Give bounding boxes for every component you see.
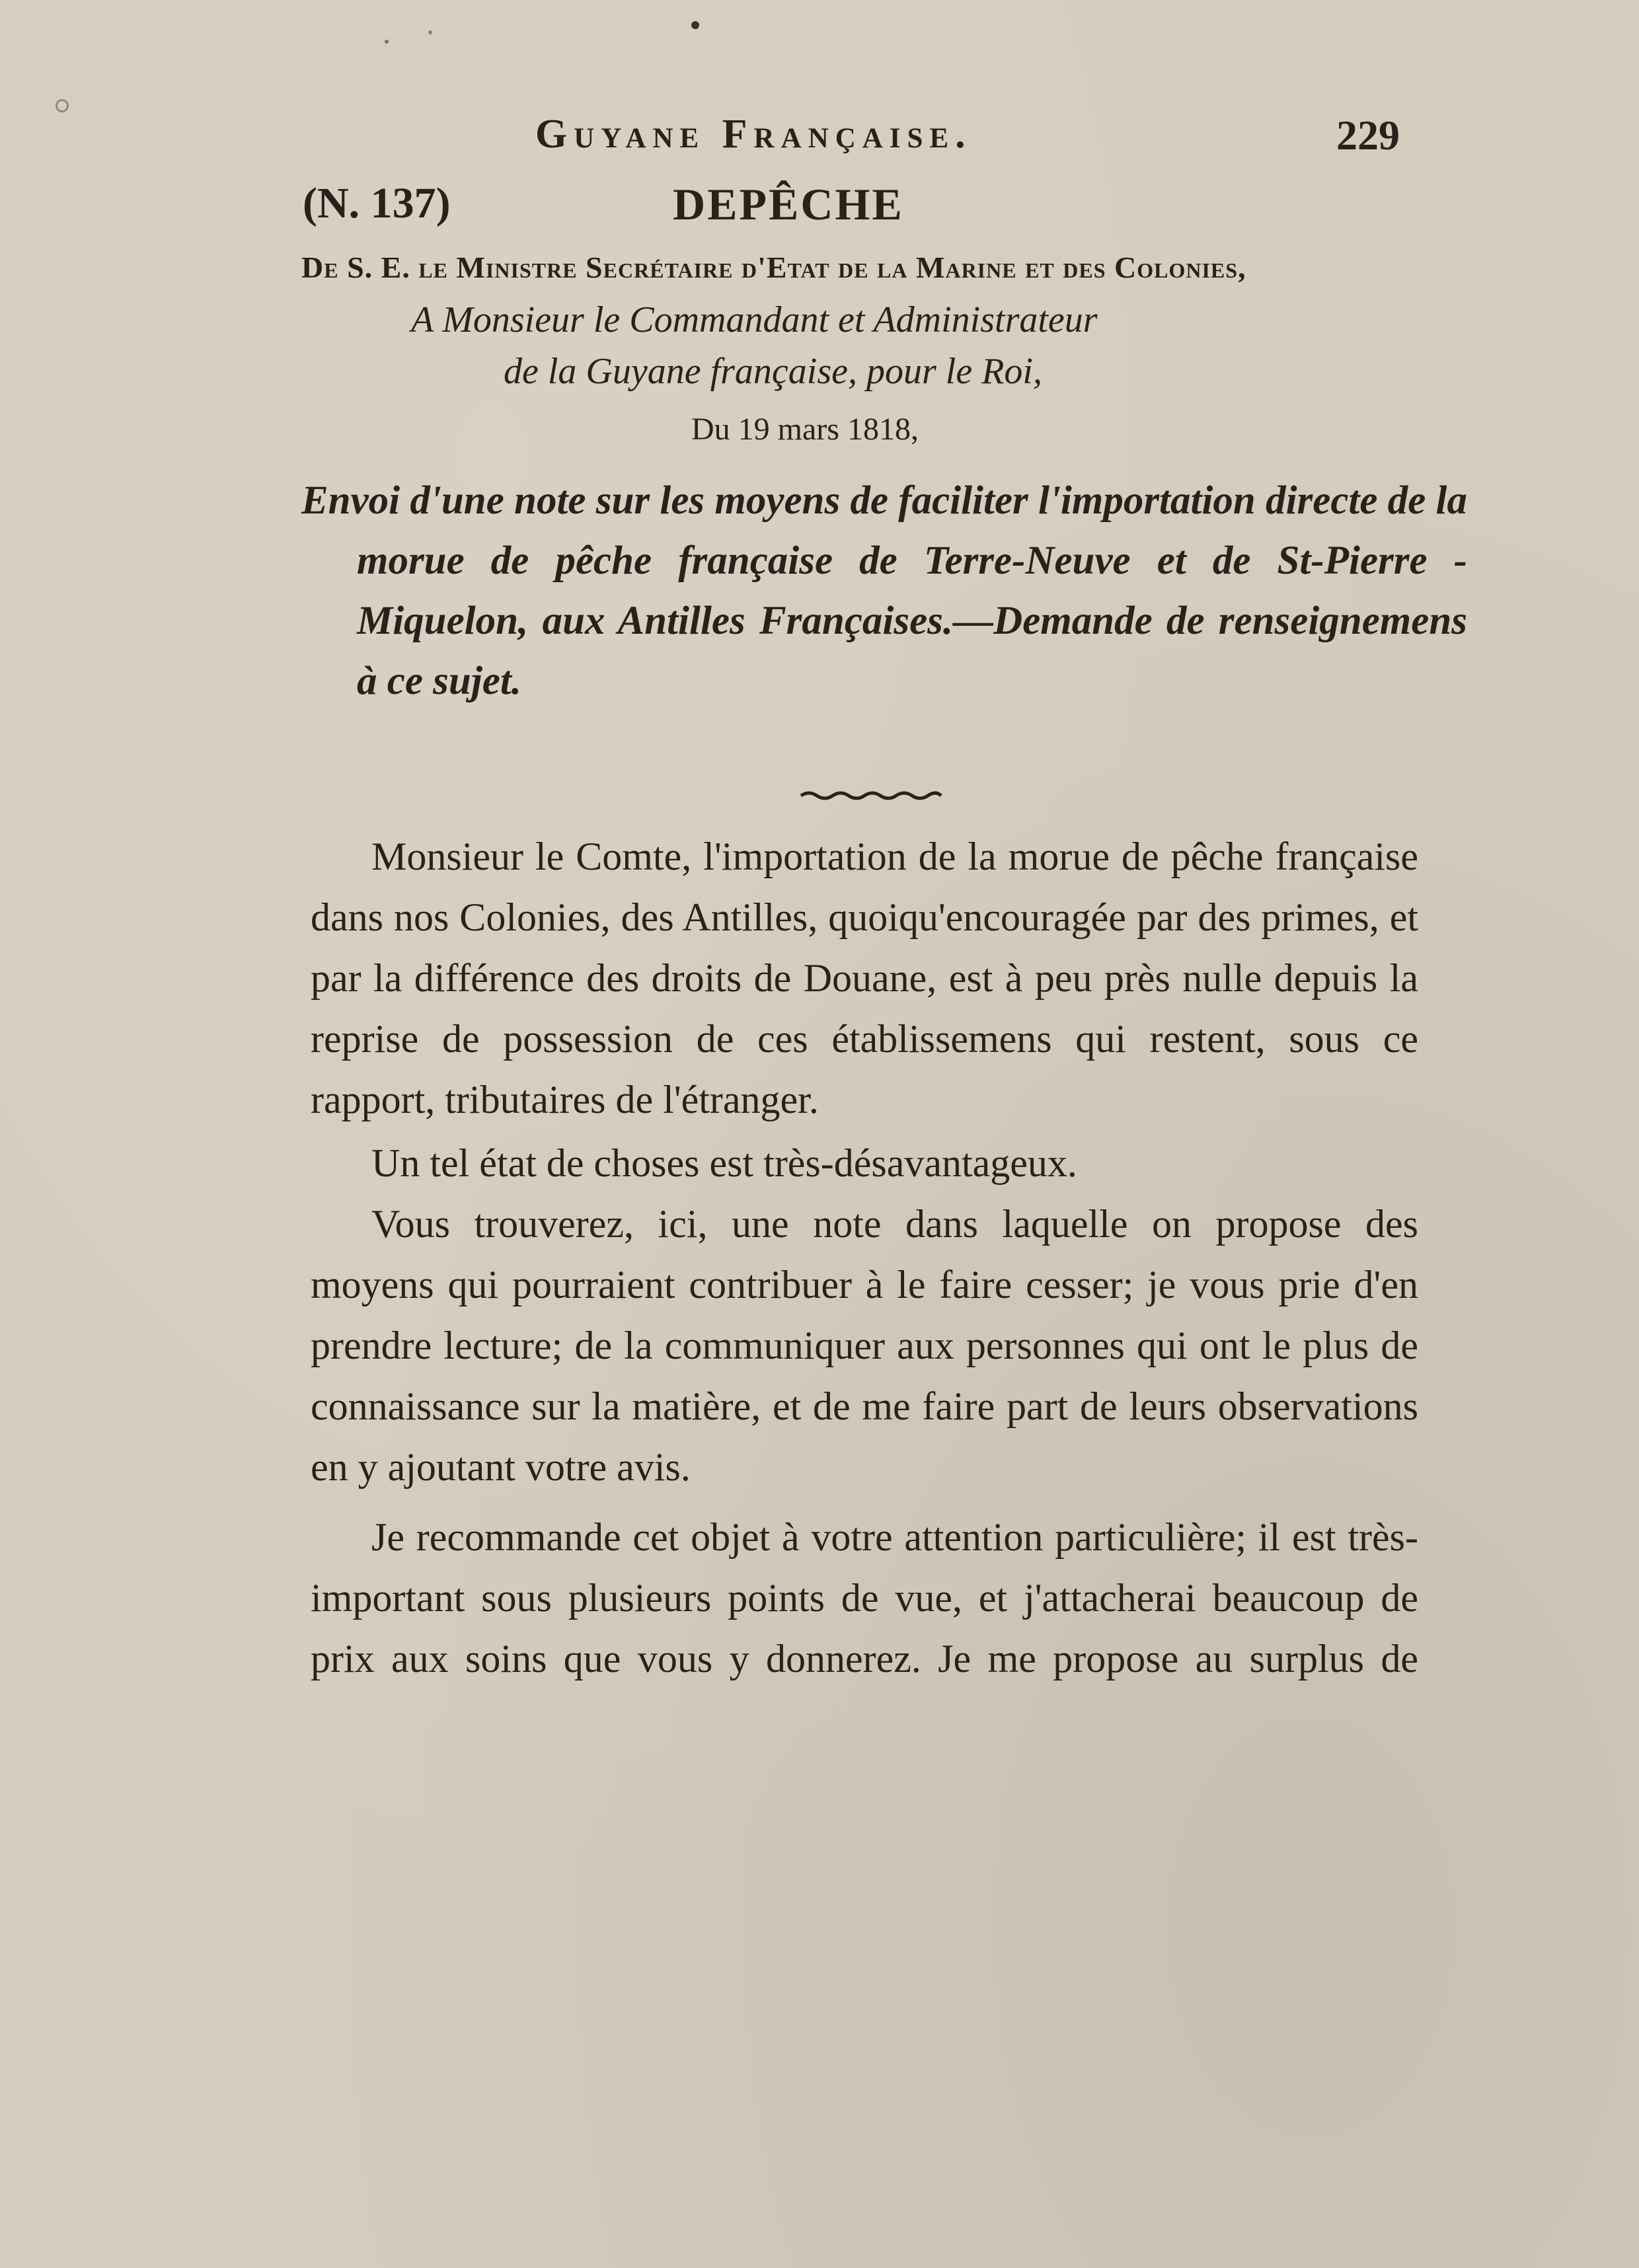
document-title: DEPÊCHE [673,179,904,229]
summary: Envoi d'une note sur les moyens de faciliter l'importation directe de la morue de pêche française de Terre-Neuve et de St-Pierre - Miquelon, aux Antilles Françaises.—Demande de renseignemens à ce sujet. [301,478,1467,703]
document-number: (N. 137) [303,179,451,227]
ink-speck [691,21,699,29]
ornament-divider [798,789,944,802]
paragraph: Je recommande cet objet à votre attention particulière; il est très-important sous plusieurs points de vue, et j'attacherai beaucoup de prix aux soins que vous y donnerez. Je me propose au surplus de [311,1515,1418,1681]
paragraph: Un tel état de choses est très-désavantageux. [371,1141,1077,1185]
recipient-line-1: A Monsieur le Commandant et Administrateur [411,299,1098,340]
date-line: Du 19 mars 1818, [691,412,919,447]
sender-line: De S. E. le Ministre Secrétaire d'Etat de la Marine et des Colonies, [301,250,1246,284]
paragraph: Vous trouverez, ici, une note dans laquelle on propose des moyens qui pourraient contribuer à le faire cesser; je vous prie d'en prendre lecture; de la communiquer aux personnes qui ont le plus de connaissance sur la matière, et de me faire part de leurs observations en y ajoutant votre avis. [311,1202,1418,1489]
page-number: 229 [1336,112,1400,159]
running-title: Guyane Française. [535,112,972,157]
ink-speck [428,30,432,34]
recipient-line-2: de la Guyane française, pour le Roi, [504,351,1042,392]
paragraph: Monsieur le Comte, l'importation de la morue de pêche française dans nos Colonies, des Antilles, quoiqu'encouragée par des primes, et par la différence des droits de Douane, est à peu près nulle depuis la reprise de possession de ces établissemens qui restent, sous ce rapport, tributaires de l'étranger. [311,835,1418,1121]
ink-speck [385,40,389,44]
margin-mark [56,99,69,112]
letter-body [311,826,1418,1689]
